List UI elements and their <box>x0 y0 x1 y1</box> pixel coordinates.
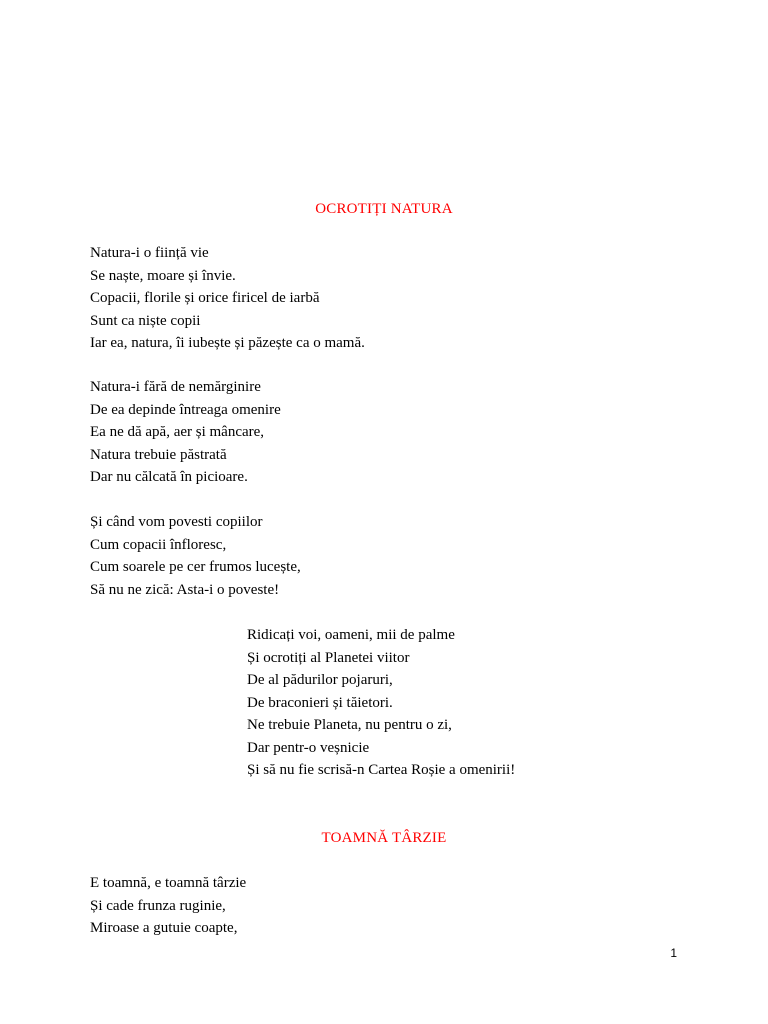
poem-line: Să nu ne zică: Asta-i o poveste! <box>90 581 280 598</box>
poem-line: Dar pentr-o veșnicie <box>247 739 370 756</box>
poem-line: De braconieri și tăietori. <box>247 694 393 711</box>
poem-line: Se naște, moare și învie. <box>90 267 236 284</box>
poem-line: Natura-i fără de nemărginire <box>90 379 261 395</box>
poem-line: Ridicați voi, oameni, mii de palme <box>247 627 455 643</box>
poem-line: Și când vom povesti copiilor <box>90 514 263 530</box>
poem-line: Natura trebuie păstrată <box>90 446 227 463</box>
poem-line: Iar ea, natura, îi iubește și păzește ca o mamă. <box>90 335 365 351</box>
poem-line: Dar nu călcată în picioare. <box>90 469 248 485</box>
poem-line: Cum copacii înfloresc, <box>90 536 227 553</box>
poem-line: E toamnă, e toamnă târzie <box>90 875 247 891</box>
poem-title: TOAMNĂ TÂRZIE <box>321 830 447 846</box>
poem-line: Și să nu fie scrisă-n Cartea Roșie a omenirii! <box>247 762 516 778</box>
poem-title: OCROTIȚI NATURA <box>315 201 453 217</box>
poem-line: Ea ne dă apă, aer și mâncare, <box>90 424 265 440</box>
stanza <box>90 511 301 601</box>
stanza-indented <box>247 624 515 782</box>
stanza <box>90 872 246 940</box>
poem-line: Sunt ca niște copii <box>90 312 201 329</box>
poem-line: Cum soarele pe cer frumos lucește, <box>90 559 301 575</box>
poem-line: Ne trebuie Planeta, nu pentru o zi, <box>247 717 452 733</box>
page-number: 1 <box>670 946 677 960</box>
poem-line: Miroase a gutuie coapte, <box>90 920 238 936</box>
stanza <box>90 242 365 355</box>
poem-line: Copacii, florile și orice firicel de iarbă <box>90 290 320 306</box>
poem-line: Natura-i o ființă vie <box>90 245 209 261</box>
poem-line: Și ocrotiți al Planetei viitor <box>247 649 410 666</box>
poem-line: De ea depinde întreaga omenire <box>90 401 281 418</box>
poem-line: De al pădurilor pojaruri, <box>247 672 393 688</box>
poem-line: Și cade frunza ruginie, <box>90 897 226 914</box>
stanza <box>90 376 281 489</box>
